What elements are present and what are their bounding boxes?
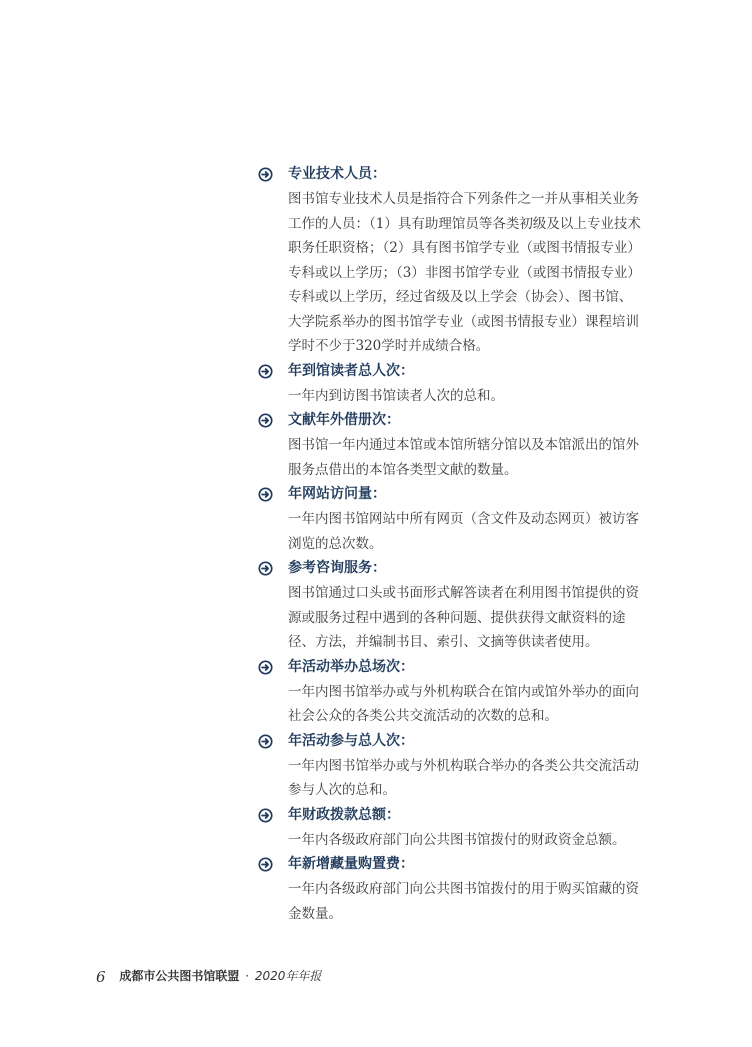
arrow-circle-right-icon bbox=[258, 561, 273, 576]
definition-line: 一年内图书馆举办或与外机构联合举办的各类公共交流活动 bbox=[288, 757, 639, 774]
definition-line: 专科或以上学历，经过省级及以上学会（协会）、图书馆、 bbox=[288, 289, 633, 305]
definition-line: 学时不少于320学时并成绩合格。 bbox=[288, 338, 490, 354]
entry-definition bbox=[258, 187, 678, 359]
entry-heading bbox=[258, 483, 678, 505]
arrow-circle-right-icon bbox=[258, 734, 273, 749]
glossary-entry bbox=[258, 853, 678, 926]
arrow-circle-right-icon bbox=[258, 364, 273, 379]
report-year: 2020年年报 bbox=[254, 969, 322, 983]
entry-title: 文献年外借册次： bbox=[288, 412, 400, 428]
definition-line: 工作的人员：（1）具有助理馆员等各类初级及以上专业技术 bbox=[288, 215, 641, 232]
glossary-entry bbox=[258, 557, 678, 655]
definition-line: 源或服务过程中遇到的各种问题、提供获得文献资料的途 bbox=[288, 609, 626, 626]
entry-heading bbox=[258, 853, 678, 875]
entry-heading bbox=[258, 656, 678, 678]
entry-heading bbox=[258, 804, 678, 826]
glossary-entry bbox=[258, 656, 678, 729]
definition-line: 图书馆通过口头或书面形式解答读者在利用图书馆提供的资 bbox=[288, 585, 639, 601]
arrow-circle-right-icon bbox=[258, 167, 273, 182]
definition-line: 图书馆一年内通过本馆或本馆所辖分馆以及本馆派出的馆外 bbox=[288, 437, 639, 453]
definition-line: 一年内图书馆举办或与外机构联合在馆内或馆外举办的面向 bbox=[288, 683, 639, 700]
entry-definition bbox=[258, 384, 678, 409]
entry-title: 年活动参与总人次： bbox=[288, 732, 414, 749]
definition-line: 图书馆专业技术人员是指符合下列条件之一并从事相关业务 bbox=[288, 191, 639, 207]
arrow-circle-right-icon bbox=[258, 857, 273, 872]
definition-line: 大学院系举办的图书馆学专业（或图书情报专业）课程培训 bbox=[288, 313, 639, 330]
entry-heading bbox=[258, 163, 678, 185]
arrow-circle-right-icon bbox=[258, 487, 273, 502]
glossary-entry bbox=[258, 804, 678, 853]
definition-line: 职务任职资格；（2）具有图书馆学专业（或图书情报专业） bbox=[288, 240, 641, 256]
glossary-entry bbox=[258, 409, 678, 482]
definition-line: 专科或以上学历；（3）非图书馆学专业（或图书情报专业） bbox=[288, 264, 641, 281]
entry-definition bbox=[258, 877, 678, 926]
entry-title: 年网站访问量： bbox=[288, 486, 386, 502]
glossary-entry bbox=[258, 730, 678, 803]
entry-title: 参考咨询服务： bbox=[288, 560, 386, 576]
glossary-list bbox=[258, 163, 678, 927]
footer-separator: · bbox=[245, 969, 250, 983]
glossary-entry bbox=[258, 360, 678, 409]
entry-definition bbox=[258, 433, 678, 482]
arrow-circle-right-icon bbox=[258, 660, 273, 675]
entry-heading bbox=[258, 730, 678, 752]
entry-title: 年新增藏量购置费： bbox=[288, 856, 414, 872]
arrow-circle-right-icon bbox=[258, 808, 273, 823]
entry-definition bbox=[258, 828, 678, 853]
definition-line: 金数量。 bbox=[288, 905, 342, 922]
definition-line: 浏览的总次数。 bbox=[288, 535, 383, 552]
glossary-entry bbox=[258, 483, 678, 556]
definition-line: 一年内各级政府部门向公共图书馆拨付的用于购买馆藏的资 bbox=[288, 881, 639, 897]
glossary-entry bbox=[258, 163, 678, 359]
entry-definition bbox=[258, 754, 678, 803]
entry-title: 年到馆读者总人次： bbox=[288, 362, 414, 379]
definition-line: 一年内图书馆网站中所有网页（含文件及动态网页）被访客 bbox=[288, 511, 639, 527]
entry-title: 专业技术人员： bbox=[288, 166, 386, 182]
publication-name: 成都市公共图书馆联盟 bbox=[119, 969, 240, 983]
entry-heading bbox=[258, 409, 678, 431]
entry-heading bbox=[258, 557, 678, 579]
entry-title: 年活动举办总场次： bbox=[288, 658, 414, 675]
entry-heading bbox=[258, 360, 678, 382]
entry-definition bbox=[258, 581, 678, 655]
definition-line: 一年内到访图书馆读者人次的总和。 bbox=[288, 387, 504, 404]
entry-definition bbox=[258, 680, 678, 729]
definition-line: 服务点借出的本馆各类型文献的数量。 bbox=[288, 461, 518, 478]
arrow-circle-right-icon bbox=[258, 413, 273, 428]
definition-line: 一年内各级政府部门向公共图书馆拨付的财政资金总额。 bbox=[288, 831, 626, 848]
page-number: 6 bbox=[96, 967, 106, 986]
definition-line: 社会公众的各类公共交流活动的次数的总和。 bbox=[288, 708, 558, 724]
entry-title: 年财政拨款总额： bbox=[288, 806, 400, 823]
definition-line: 径、方法，并编制书目、索引、文摘等供读者使用。 bbox=[288, 634, 599, 650]
entry-definition bbox=[258, 507, 678, 556]
definition-line: 参与人次的总和。 bbox=[288, 782, 396, 798]
page-footer bbox=[96, 966, 321, 986]
